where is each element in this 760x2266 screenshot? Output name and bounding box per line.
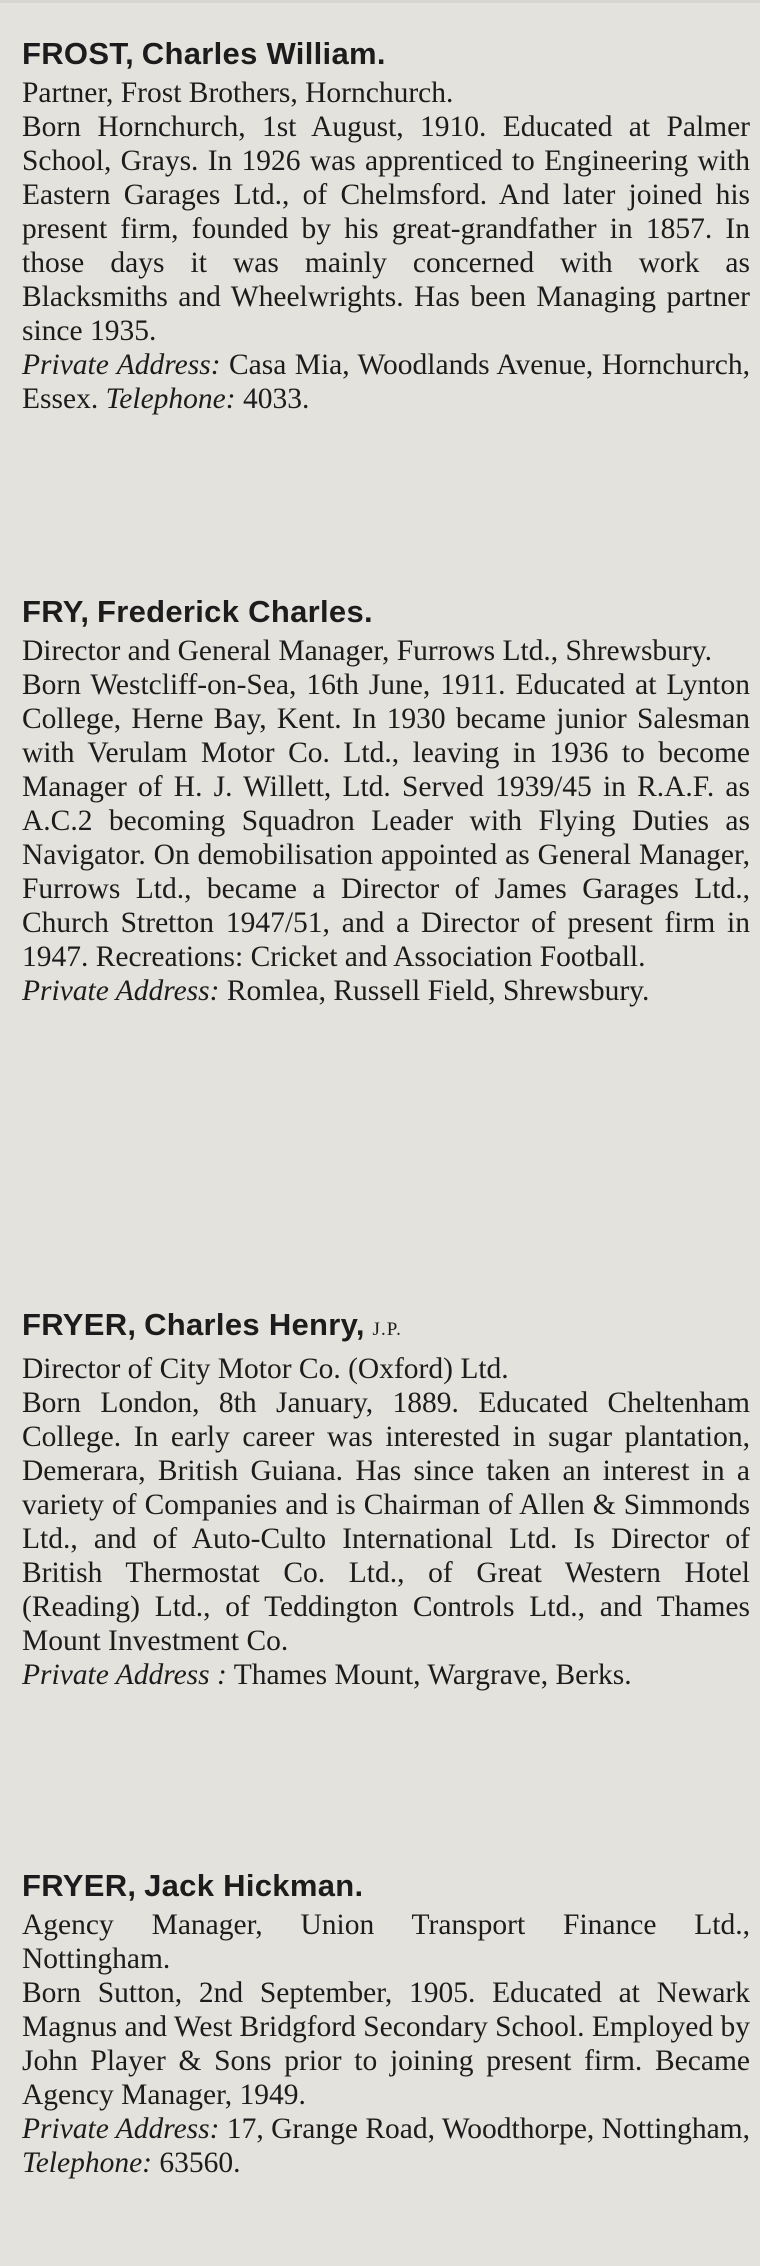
entry-address-block <box>22 2112 750 2180</box>
telephone-number: 63560. <box>159 2147 241 2179</box>
entry-given-names: Jack Hickman. <box>144 1868 364 1903</box>
address-label: Private Address: <box>22 349 221 381</box>
entry-address-block <box>22 1658 750 1692</box>
entry-biography: Born Hornchurch, 1st August, 1910. Educated at Palmer School, Grays. In 1926 was apprenticed to Engineering with Eastern Garages Ltd., of Chelmsford. And later joined his present firm, founded by his great-grandfather in 1857. In those days it was mainly concerned with work as Blacksmiths and Wheelwrights. Has been Managing partner since 1935. <box>22 111 750 347</box>
entry-given-names: Frederick Charles. <box>96 594 373 629</box>
entry-heading <box>22 1305 750 1350</box>
address-text: 17, Grange Road, Woodthorpe, Nottingham, <box>226 2113 750 2145</box>
entry-text <box>22 76 750 416</box>
address-text: Thames Mount, Wargrave, Berks. <box>233 1659 632 1691</box>
telephone-label: Telephone: <box>22 2147 152 2179</box>
entry-position: Agency Manager, Union Transport Finance Ltd., Nottingham. <box>22 1909 750 1975</box>
page-top-rule <box>0 0 760 3</box>
entry-surname: FRY, <box>22 594 90 629</box>
address-label: Private Address: <box>22 2113 220 2145</box>
entry-position: Partner, Frost Brothers, Hornchurch. <box>22 77 454 109</box>
entry-address-block <box>22 974 750 1008</box>
entry-biography: Born Westcliff-on-Sea, 16th June, 1911. Educated at Lynton College, Herne Bay, Kent. In 1930 became junior Salesman with Verulam Motor Co. Ltd., leaving in 1936 to become Manager of H. J. Willett, Ltd. Served 1939/45 in R.A.F. as A.C.2 becoming Squadron Leader with Flying Duties as Navigator. On demobilisation appointed as General Manager, Furrows Ltd., became a Director of James Garages Ltd., Church Stretton 1947/51, and a Director of present firm in 1947. Recreations: Cricket and Association Football. <box>22 669 750 973</box>
entry-fryer-charles-henry <box>22 1305 750 1692</box>
entry-position: Director and General Manager, Furrows Ltd., Shrewsbury. <box>22 635 712 667</box>
entry-address-block <box>22 348 750 416</box>
entry-position: Director of City Motor Co. (Oxford) Ltd. <box>22 1353 509 1385</box>
address-text: Casa Mia, Woodlands Avenue, Hornchurch, Essex. <box>22 349 750 415</box>
entry-text <box>22 1352 750 1692</box>
entry-text <box>22 1908 750 2180</box>
entry-text <box>22 634 750 1008</box>
telephone-label: Telephone: <box>105 383 236 415</box>
entry-given-names: Charles William. <box>141 36 386 71</box>
telephone-number: 4033. <box>242 383 310 415</box>
entry-given-names: Charles Henry, <box>144 1307 365 1342</box>
entry-fry-frederick-charles <box>22 592 750 1008</box>
address-label: Private Address: <box>22 975 220 1007</box>
entry-surname: FRYER, <box>22 1307 137 1342</box>
entry-honorific-suffix: J.P. <box>372 1319 402 1340</box>
address-text: Romlea, Russell Field, Shrewsbury. <box>226 975 650 1007</box>
entry-biography: Born Sutton, 2nd September, 1905. Educated at Newark Magnus and West Bridgford Secondary School. Employed by John Player & Sons prior to joining present firm. Became Agency Manager, 1949. <box>22 1977 750 2111</box>
entry-heading <box>22 1866 750 1906</box>
entry-biography: Born London, 8th January, 1889. Educated Cheltenham College. In early career was interested in sugar plantation, Demerara, British Guiana. Has since taken an interest in a variety of Companies and is Chairman of Allen & Simmonds Ltd., and of Auto-Culto International Ltd. Is Director of British Thermostat Co. Ltd., of Great Western Hotel (Reading) Ltd., of Teddington Controls Ltd., and Thames Mount Investment Co. <box>22 1387 750 1657</box>
entry-frost-charles-william <box>22 34 750 416</box>
entry-surname: FRYER, <box>22 1868 137 1903</box>
entry-heading <box>22 34 750 74</box>
entry-surname: FROST, <box>22 36 135 71</box>
entry-heading <box>22 592 750 632</box>
address-label: Private Address : <box>22 1659 227 1691</box>
entry-fryer-jack-hickman <box>22 1866 750 2180</box>
